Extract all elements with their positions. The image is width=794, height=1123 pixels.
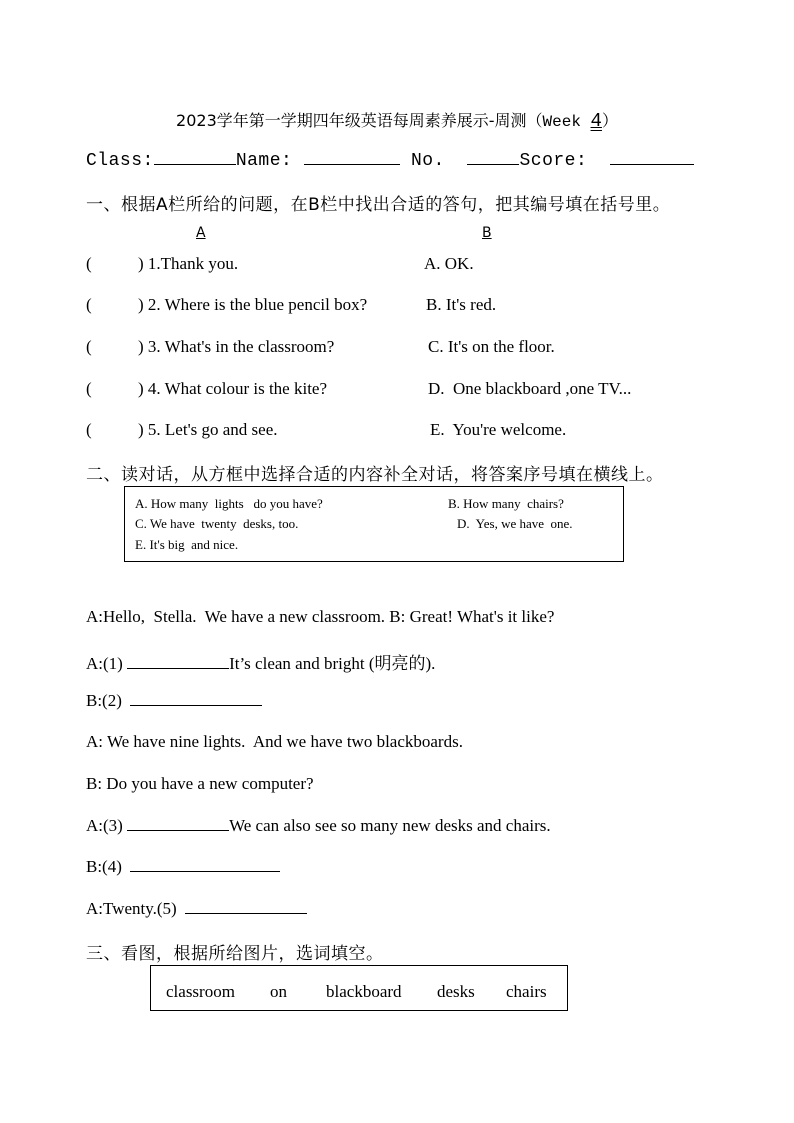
answer-option-e: E. You're welcome. (430, 420, 567, 439)
dialogue-line-6: B:(4) (86, 857, 280, 877)
answer-paren[interactable]: ( (86, 337, 92, 356)
dialogue-line-4: B: Do you have a new computer? (86, 774, 314, 793)
question-text: 2. Where is the blue pencil box? (147, 295, 368, 314)
question-row-5: ( ) 5. Let's go and see. (86, 420, 278, 439)
question-text: 1.Thank you. (147, 254, 239, 273)
page-title (0, 108, 794, 132)
column-b-label: B (482, 225, 492, 241)
title-main: 2023学年第一学期四年级英语每周素养展示-周测（ (176, 111, 543, 130)
class-label: Class: (86, 151, 154, 171)
option-d: D. Yes, we have one. (457, 516, 573, 531)
column-a-label: A (196, 225, 206, 241)
title-week-number: 4 (590, 110, 602, 132)
section3-heading: 三、看图，根据所给图片，选词填空。 (86, 944, 384, 964)
blank-1[interactable] (127, 654, 229, 669)
word-bank-box (150, 965, 568, 1011)
options-box (124, 486, 624, 562)
answer-paren[interactable]: ( (86, 295, 92, 314)
blank-2[interactable] (130, 691, 262, 706)
answer-paren[interactable]: ( (86, 254, 92, 273)
name-blank[interactable] (304, 148, 400, 165)
option-a: A. How many lights do you have? (135, 496, 323, 511)
question-text: 3. What's in the classroom? (147, 337, 335, 356)
class-blank[interactable] (154, 148, 236, 165)
word-bank-item: classroom (166, 982, 235, 1001)
option-b: B. How many chairs? (448, 496, 564, 511)
word-bank-item: on (270, 982, 287, 1001)
dialogue-line-1: A:(1) It’s clean and bright (明亮的). (86, 654, 436, 673)
option-c: C. We have twenty desks, too. (135, 516, 299, 531)
no-label: No. (410, 151, 457, 171)
title-close: ） (601, 111, 618, 130)
word-bank-item: desks (437, 982, 475, 1001)
word-bank-item: blackboard (326, 982, 402, 1001)
dialogue-line-0: A:Hello, Stella. We have a new classroom. B: Great! What's it like? (86, 607, 555, 626)
question-row-1: ( ) 1.Thank you. (86, 254, 239, 273)
dialogue-line-7: A:Twenty.(5) (86, 899, 307, 919)
blank-3[interactable] (127, 816, 229, 831)
blank-4[interactable] (130, 857, 280, 872)
blank-5[interactable] (185, 899, 307, 914)
question-row-3: ( ) 3. What's in the classroom? (86, 337, 335, 356)
dialogue-line-3: A: We have nine lights. And we have two blackboards. (86, 732, 463, 751)
answer-paren[interactable]: ( (86, 420, 92, 439)
question-text: 5. Let's go and see. (147, 420, 278, 439)
question-text: 4. What colour is the kite? (147, 379, 328, 398)
dialogue-line-2: B:(2) (86, 691, 262, 711)
word-bank-item: chairs (506, 982, 547, 1001)
student-info-line (86, 148, 694, 171)
section2-heading: 二、读对话，从方框中选择合适的内容补全对话，将答案序号填在横线上。 (86, 465, 664, 485)
question-row-2: ( ) 2. Where is the blue pencil box? (86, 295, 368, 314)
score-blank[interactable] (610, 148, 694, 165)
option-e: E. It's big and nice. (135, 537, 239, 552)
no-blank[interactable] (467, 148, 519, 165)
question-row-4: ( ) 4. What colour is the kite? (86, 379, 328, 398)
answer-option-b: B. It's red. (426, 295, 497, 314)
answer-option-a: A. OK. (424, 254, 474, 273)
score-label: Score: (519, 151, 599, 171)
name-label: Name: (235, 151, 304, 171)
dialogue-line-5: A:(3) We can also see so many new desks and chairs. (86, 816, 551, 835)
answer-option-d: D. One blackboard ,one TV... (428, 379, 632, 398)
title-week-label: Week (542, 113, 591, 131)
answer-option-c: C. It's on the floor. (428, 337, 555, 356)
section1-heading: 一、根据A栏所给的问题，在B栏中找出合适的答句，把其编号填在括号里。 (86, 195, 671, 215)
answer-paren[interactable]: ( (86, 379, 92, 398)
